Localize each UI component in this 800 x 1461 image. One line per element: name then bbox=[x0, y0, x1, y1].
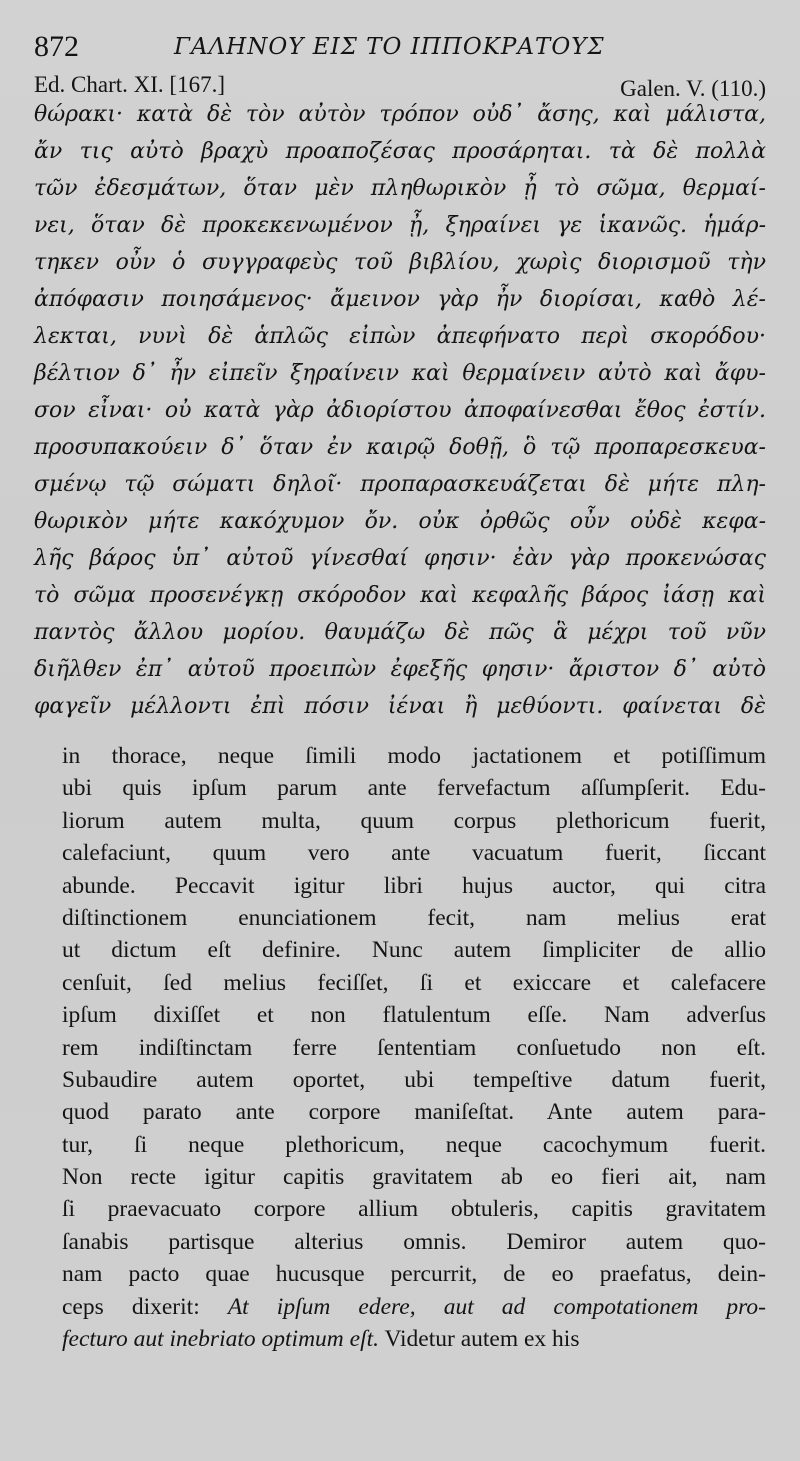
latin-text-segment: ut dictum eſt definire. Nunc autem ſimpliciter de allio bbox=[62, 937, 766, 964]
latin-text-segment: cenſuit, ſed melius feciſſet, ſi et exiccare et calefacere bbox=[62, 969, 766, 996]
latin-text-line bbox=[62, 772, 766, 804]
latin-text-segment: ſanabis partisque alterius omnis. Demiror autem quo- bbox=[62, 1228, 766, 1255]
edition-reference-kuehn: Galen. V. (110.) bbox=[620, 76, 766, 101]
greek-text-line: τηκεν οὖν ὁ συγγραφεὺς τοῦ βιβλίου, χωρὶς διορισμοῦ τὴν bbox=[34, 250, 766, 275]
latin-text-segment: ipſum dixiſſet et non flatulentum eſſe. Nam adverſus bbox=[62, 1002, 766, 1029]
latin-text-line bbox=[62, 999, 766, 1031]
latin-text-line bbox=[62, 1258, 766, 1290]
edition-reference-chartier: Ed. Chart. XI. [167.] bbox=[34, 72, 225, 97]
latin-text-line bbox=[62, 870, 766, 902]
latin-text-line bbox=[62, 1064, 766, 1096]
latin-text-segment: quod parato ante corpore maniſeſtat. Ante autem para- bbox=[62, 1099, 766, 1126]
greek-text-line: λῆς βάρος ὑπ᾽ αὐτοῦ γίνεσθαί φησιν· ἐὰν γὰρ προκενώσας bbox=[34, 546, 766, 571]
latin-text-segment: nam pacto quae hucusque percurrit, de eo praefatus, dein- bbox=[62, 1261, 766, 1288]
latin-text-segment: liorum autem multa, quum corpus plethoricum fuerit, bbox=[62, 807, 766, 834]
greek-text-line: παντὸς ἄλλου μορίου. θαυμάζω δὲ πῶς ἃ μέχρι τοῦ νῦν bbox=[34, 620, 766, 645]
latin-text-line bbox=[62, 1032, 766, 1064]
latin-text-segment: ubi quis ipſum parum ante fervefactum aſſumpſerit. Edu- bbox=[62, 775, 766, 802]
latin-text-line bbox=[62, 1161, 766, 1193]
latin-text-line bbox=[62, 1129, 766, 1161]
latin-text-segment: diſtinctionem enunciationem fecit, nam melius erat bbox=[62, 904, 766, 931]
latin-text-segment: tur, ſi neque plethoricum, neque cacochymum fuerit. bbox=[62, 1131, 766, 1158]
page-header bbox=[34, 30, 766, 70]
greek-text-line: σον εἶναι· οὐ κατὰ γὰρ ἀδιορίστου ἀποφαίνεσθαι ἔθος ἐστίν. bbox=[34, 398, 766, 423]
latin-text-line bbox=[62, 1096, 766, 1128]
greek-text-line: ἄν τις αὐτὸ βραχὺ προαποζέσας προσάρηται. τὰ δὲ πολλὰ bbox=[34, 139, 766, 164]
greek-text-line: λεκται, νυνὶ δὲ ἁπλῶς εἰπὼν ἀπεφήνατο περὶ σκορόδου· bbox=[34, 324, 766, 349]
greek-text-line: φαγεῖν μέλλοντι ἐπὶ πόσιν ἰέναι ἢ μεθύοντι. φαίνεται δὲ bbox=[34, 694, 766, 719]
greek-text-line: ἀπόφασιν ποιησάμενος· ἄμεινον γὰρ ἦν διορίσαι, καθὸ λέ- bbox=[34, 287, 766, 312]
latin-text-segment: calefaciunt, quum vero ante vacuatum fuerit, ſiccant bbox=[62, 840, 766, 867]
latin-text-block bbox=[62, 740, 766, 1355]
latin-text-segment: Non recte igitur capitis gravitatem ab eo fieri ait, nam bbox=[62, 1164, 766, 1191]
latin-text-segment: Videtur autem ex his bbox=[379, 1326, 580, 1353]
greek-text-line: βέλτιον δ᾽ ἦν εἰπεῖν ξηραίνειν καὶ θερμαίνειν αὐτὸ καὶ ἄφυ- bbox=[34, 361, 766, 386]
latin-quotation: fecturo aut inebriato optimum eſt. bbox=[62, 1326, 379, 1353]
latin-text-segment: ceps dixerit: bbox=[62, 1293, 228, 1320]
latin-quotation: At ipſum edere, aut ad compotationem pro- bbox=[227, 1293, 766, 1320]
latin-text-line bbox=[62, 1193, 766, 1225]
latin-text-line bbox=[62, 837, 766, 869]
latin-text-segment: in thorace, neque ſimili modo jactationem et potiſſimum bbox=[62, 743, 766, 769]
latin-text-line bbox=[62, 967, 766, 999]
latin-text-line bbox=[62, 934, 766, 966]
greek-text-line: τὸ σῶμα προσενέγκῃ σκόροδον καὶ κεφαλῆς βάρος ἰάσῃ καὶ bbox=[34, 583, 766, 608]
latin-text-line bbox=[62, 740, 766, 772]
greek-text-line: θωρικὸν μήτε κακόχυμον ὄν. οὐκ ὀρθῶς οὖν οὐδὲ κεφα- bbox=[34, 509, 766, 534]
latin-text-line bbox=[62, 902, 766, 934]
latin-text-segment: rem indiſtinctam ferre ſententiam conſuetudo non eſt. bbox=[62, 1034, 766, 1061]
greek-text-line: τῶν ἐδεσμάτων, ὅταν μὲν πληθωρικὸν ᾖ τὸ σῶμα, θερμαί- bbox=[34, 176, 766, 201]
latin-text-line bbox=[62, 1291, 766, 1323]
latin-text-segment: ſi praevacuato corpore allium obtuleris, capitis gravitatem bbox=[62, 1196, 766, 1223]
latin-text-segment: abunde. Peccavit igitur libri hujus auctor, qui citra bbox=[62, 872, 766, 899]
greek-text-line: νει, ὅταν δὲ προκεκενωμένον ᾖ, ξηραίνει γε ἱκανῶς. ἡμάρ- bbox=[34, 213, 766, 238]
greek-text-line: θώρακι· κατὰ δὲ τὸν αὐτὸν τρόπον οὐδ᾽ ἄσης, καὶ μάλιστα, bbox=[34, 102, 766, 127]
latin-text-line bbox=[62, 1226, 766, 1258]
greek-text-line: σμένῳ τῷ σώματι δηλοῖ· προπαρασκευάζεται δὲ μήτε πλη- bbox=[34, 472, 766, 497]
latin-text-segment: Subaudire autem oportet, ubi tempeſtive datum fuerit, bbox=[62, 1066, 766, 1093]
running-title: ΓΑΛΗΝΟΥ ΕΙΣ ΤΟ ΙΠΠΟΚΡΑΤΟΥΣ bbox=[174, 34, 605, 60]
page-number: 872 bbox=[34, 30, 79, 63]
greek-text-block bbox=[34, 96, 766, 725]
latin-text-line bbox=[62, 805, 766, 837]
latin-text-line bbox=[62, 1323, 766, 1355]
greek-text-line: προσυπακούειν δ᾽ ὅταν ἐν καιρῷ δοθῇ, ὃ τῷ προπαρεσκευα- bbox=[34, 435, 766, 460]
greek-text-line: διῆλθεν ἐπ᾽ αὐτοῦ προειπὼν ἐφεξῆς φησιν· ἄριστον δ᾽ αὐτὸ bbox=[34, 657, 766, 682]
